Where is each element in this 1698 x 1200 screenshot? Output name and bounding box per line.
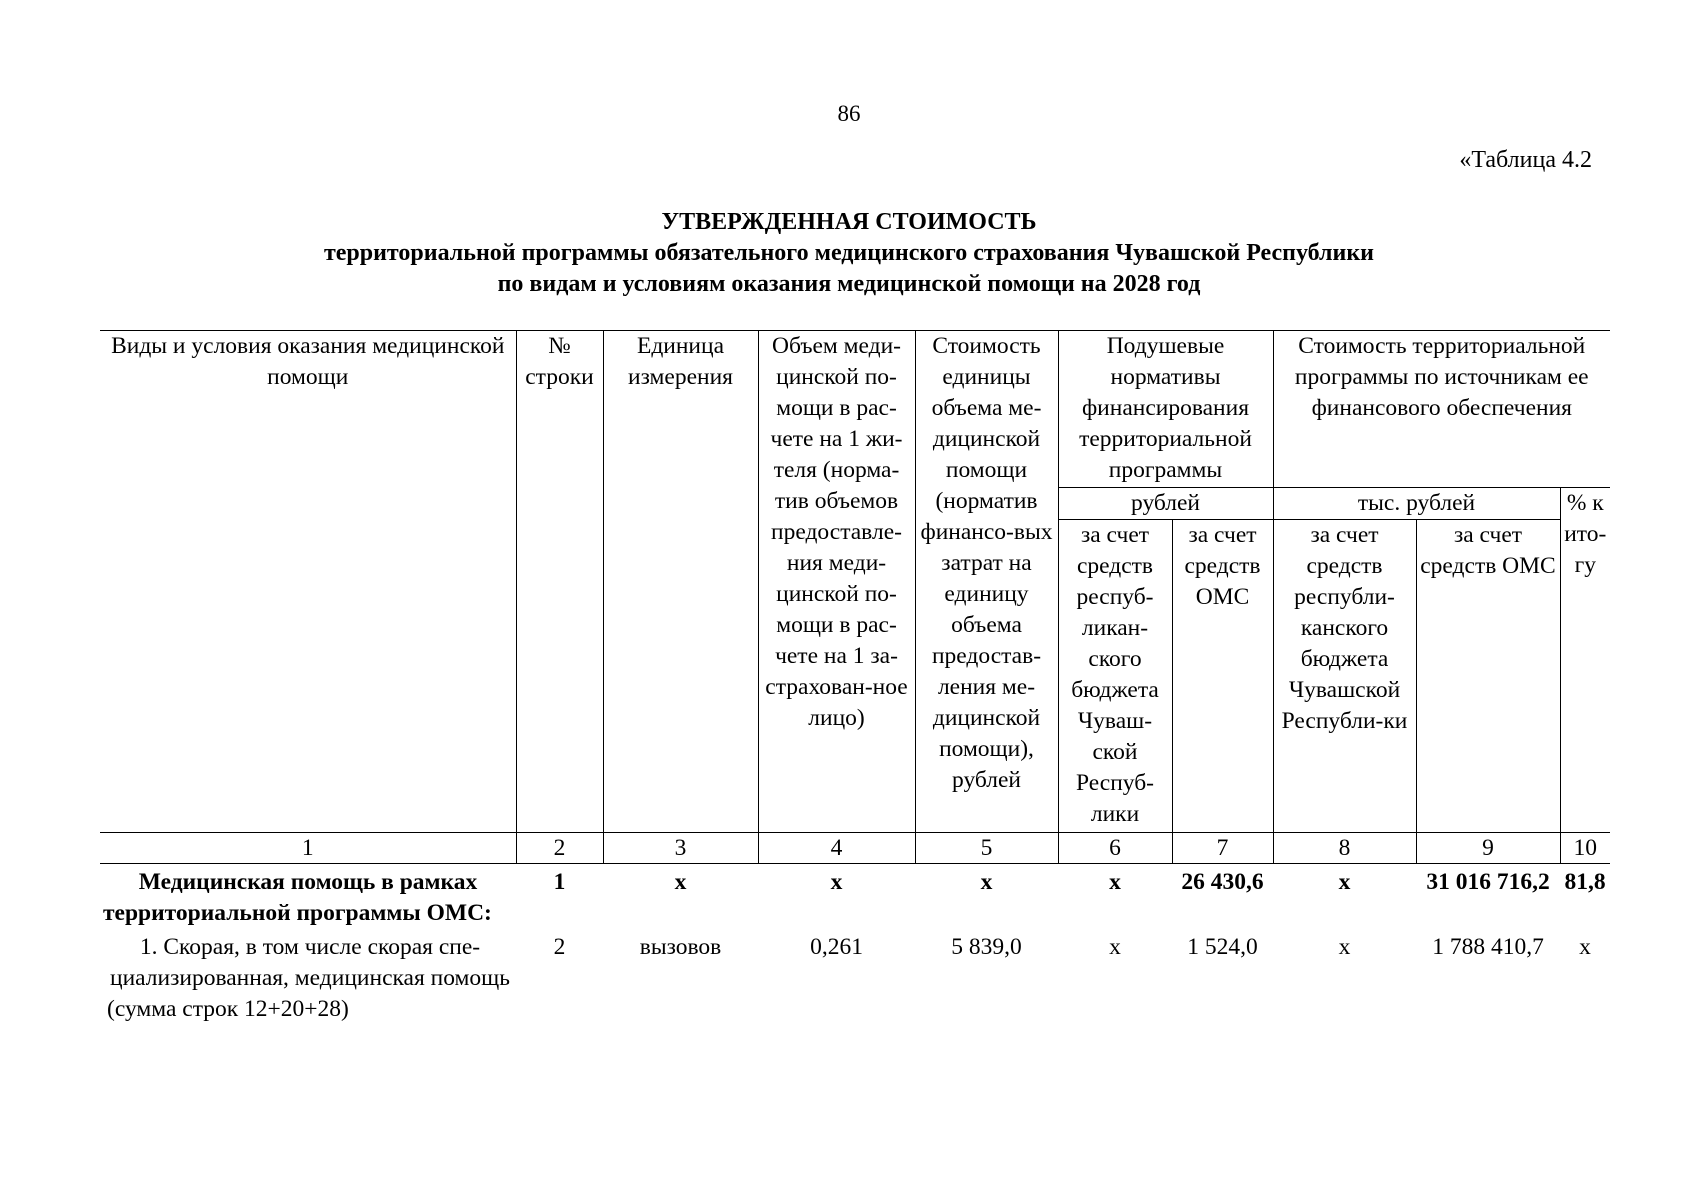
column-number: 5	[915, 833, 1058, 864]
row-name: 1. Скорая, в том числе скорая спе-циализированная, медицинская помощь (сумма строк 12+20+28)	[107, 934, 510, 1022]
row-name: Медицинская помощь в рамках территориальной программы ОМС:	[103, 869, 492, 926]
row-per-capita-budget: х	[1109, 934, 1121, 960]
row-per-capita-oms: 26 430,6	[1181, 869, 1264, 895]
table-row	[100, 864, 1610, 930]
column-number: 7	[1172, 833, 1273, 864]
row-percent: х	[1579, 934, 1591, 960]
row-volume: 0,261	[810, 934, 863, 960]
column-number: 1	[100, 833, 516, 864]
header-unit-rub: рублей	[1058, 488, 1273, 520]
header-col-4: Объем меди-цинской по-мощи в рас-чете на 1 жи-теля (норма-тив объемов предоставле-ния меди-цинской по-мощи в рас-чете на 1 за-страхован-ное лицо)	[758, 331, 915, 833]
header-percent: % к ито-гу	[1560, 488, 1610, 833]
header-col-1: Виды и условия оказания медицинской помощи	[100, 331, 516, 833]
column-number: 4	[758, 833, 915, 864]
row-unit: х	[674, 869, 687, 895]
row-total-oms: 31 016 716,2	[1426, 869, 1550, 895]
row-total-budget: х	[1338, 934, 1351, 960]
column-number: 2	[516, 833, 603, 864]
column-number: 3	[603, 833, 758, 864]
column-number: 6	[1058, 833, 1172, 864]
row-total-budget: х	[1338, 869, 1351, 895]
header-col-3: Единица измерения	[603, 331, 758, 833]
header-group-per-capita: Подушевые нормативы финансирования территориальной программы	[1058, 331, 1273, 488]
heading-line-1: УТВЕРЖДЕННАЯ СТОИМОСТЬ	[661, 209, 1037, 235]
row-total-oms: 1 788 410,7	[1432, 934, 1544, 960]
column-number: 8	[1273, 833, 1416, 864]
column-number: 9	[1416, 833, 1560, 864]
header-unit-thousand-rub: тыс. рублей	[1273, 488, 1560, 520]
header-group-cost: Стоимость территориальной программы по источникам ее финансового обеспечения	[1273, 331, 1610, 488]
heading-line-3: по видам и условиям оказания медицинской помощи на 2028 год	[497, 271, 1201, 297]
row-percent: 81,8	[1564, 869, 1606, 895]
page-number: 86	[837, 101, 861, 126]
header-col-7: за счет средств ОМС	[1172, 520, 1273, 833]
column-number-row	[100, 833, 1610, 864]
header-col-5: Стоимость единицы объема ме-дицинской помощи (норматив финансо-вых затрат на единицу объема предостав-ления ме-дицинской помощи), рублей	[915, 331, 1058, 833]
header-col-6: за счет средств респуб-ликан-ского бюджета Чуваш-ской Респуб-лики	[1058, 520, 1172, 833]
header-col-9: за счет средств ОМС	[1416, 520, 1560, 833]
row-volume: х	[830, 869, 843, 895]
cost-table	[100, 330, 1610, 1025]
row-line-number: 2	[553, 934, 566, 960]
row-per-capita-budget: х	[1109, 869, 1121, 895]
header-col-8: за счет средств республи-канского бюджета Чувашской Республи-ки	[1273, 520, 1416, 833]
row-unit: вызовов	[639, 934, 722, 960]
row-line-number: 1	[553, 869, 566, 895]
document-heading	[0, 207, 1698, 300]
row-cost: 5 839,0	[951, 934, 1022, 960]
table-row	[100, 929, 1610, 1025]
row-per-capita-oms: 1 524,0	[1187, 934, 1258, 960]
column-number: 10	[1560, 833, 1610, 864]
row-cost: х	[980, 869, 993, 895]
header-col-2: № строки	[516, 331, 603, 833]
heading-line-2: территориальной программы обязательного медицинского страхования Чувашской Республики	[323, 240, 1375, 266]
table-label: «Таблица 4.2	[1459, 147, 1592, 173]
